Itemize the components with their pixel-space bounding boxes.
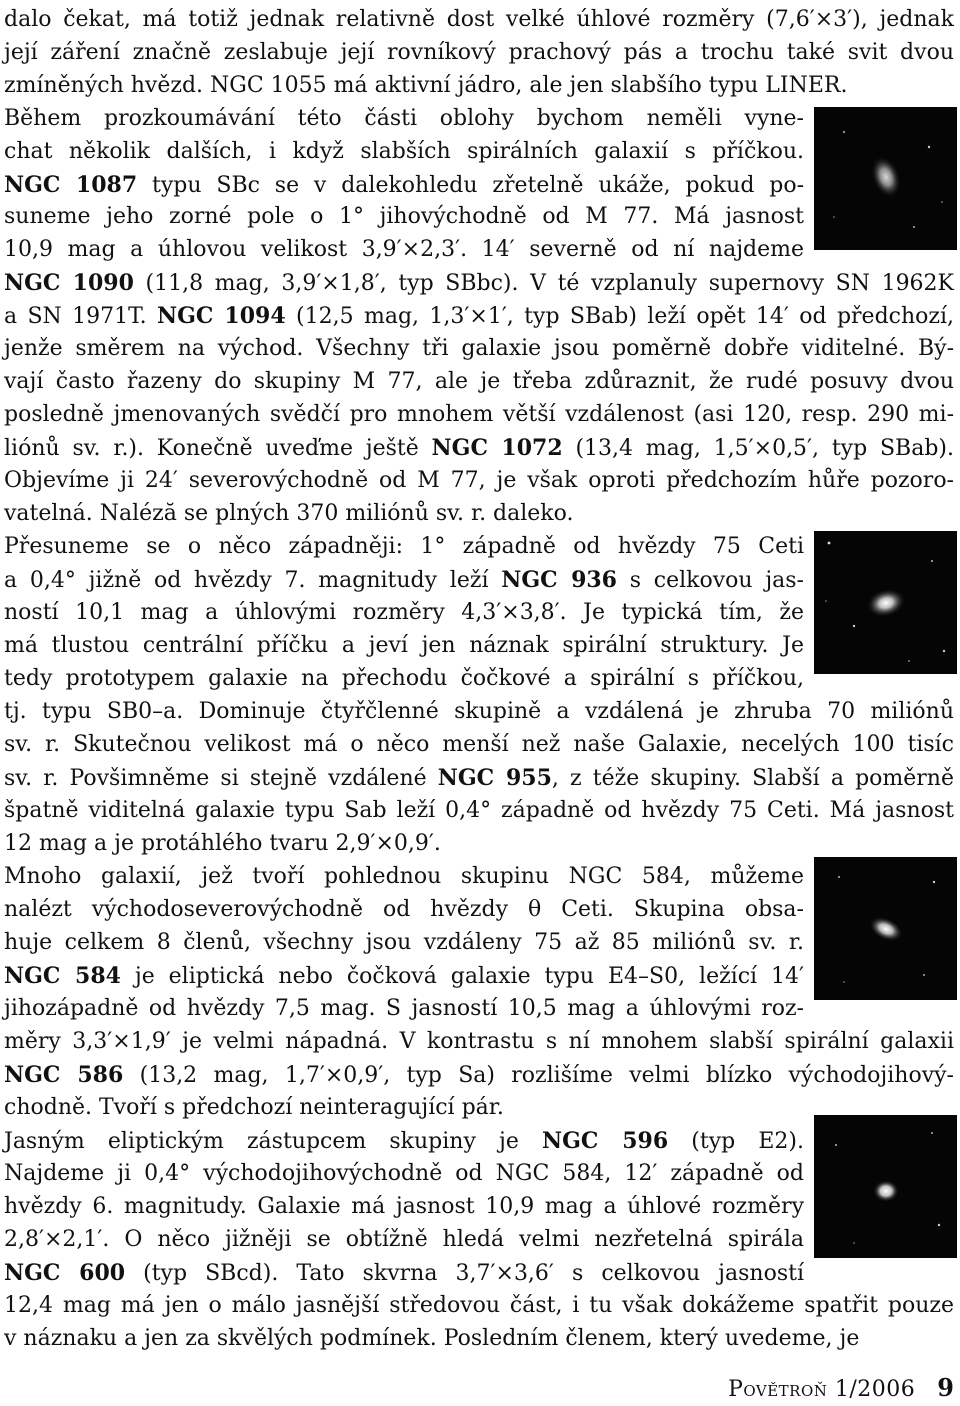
text-segment: chat několik dalších, i když slabších spirálních galaxií s příčkou. xyxy=(4,139,804,164)
text-line xyxy=(4,136,804,168)
text-segment: posledně jmenovaných svědčí pro mnohem větší vzdálenost (asi 120, resp. 290 mi- xyxy=(4,402,954,427)
text-line xyxy=(4,1224,804,1256)
text-line xyxy=(4,597,804,629)
galaxy-photo-ngc-936 xyxy=(814,531,957,674)
page-footer xyxy=(728,1372,954,1404)
text-line xyxy=(4,795,954,827)
text-segment: typu SBc se v dalekohledu zřetelně ukáže, pokud po- xyxy=(137,173,805,198)
galaxy-photo-ngc-584 xyxy=(814,857,957,1000)
text-segment: vatelná. Naléză se plných 370 miliónů sv. r. daleko. xyxy=(4,501,574,526)
text-segment: Objevíme ji 24′ severovýchodně od M 77, je však oproti předchozím hůře pozoro- xyxy=(4,468,954,493)
text-line xyxy=(4,696,954,728)
text-line xyxy=(4,498,954,530)
text-segment: (12,5 mag, 1,3′×1′, typ SBab) leží opět 14′ od předchozí, xyxy=(285,304,955,329)
text-line xyxy=(4,1092,954,1124)
text-line xyxy=(4,267,954,299)
galaxy-name: NGC 1090 xyxy=(4,270,134,296)
text-line xyxy=(4,729,954,761)
text-segment: její záření značně zeslabuje její rovníkový prachový pás a trochu také svit dvou xyxy=(4,40,954,65)
text-line xyxy=(4,1158,804,1190)
text-segment: jenže směrem na východ. Všechny tři galaxie jsou poměrně dobře viditelné. Bý- xyxy=(4,336,954,361)
galaxy-photo-ngc-596 xyxy=(814,1115,957,1258)
text-segment: (11,8 mag, 3,9′×1,8′, typ SBbc). V té vzplanuly supernovy SN 1962K xyxy=(133,271,954,296)
text-segment: liónů sv. r.). Konečně uveďme ještě xyxy=(4,436,432,461)
text-segment: 10,9 mag a úhlovou velikost 3,9′×2,3′. 14′ severně od ní najdeme xyxy=(4,237,804,262)
text-segment: , z téže skupiny. Slabší a poměrně xyxy=(551,766,954,791)
text-line xyxy=(4,70,954,102)
text-segment: dalo čekat, má totiž jednak relativně dost velké úhlové rozměry (7,6′×3′), jednak xyxy=(4,7,954,32)
galaxy-name: NGC 600 xyxy=(4,1260,126,1286)
text-segment: (13,2 mag, 1,7′×0,9′, typ Sa) rozlišíme velmi blízko východojihový- xyxy=(123,1063,954,1088)
galaxy-image xyxy=(814,107,957,250)
galaxy-name: NGC 584 xyxy=(4,963,121,989)
text-line xyxy=(4,300,954,332)
text-segment: vají často řazeny do skupiny M 77, ale je třeba zdůraznit, že rudé posuvy dvou xyxy=(4,369,954,394)
galaxy-name: NGC 1094 xyxy=(156,303,286,329)
page-number: 9 xyxy=(937,1373,954,1402)
text-segment: suneme jeho zorné pole o 1° jihovýchodně od M 77. Má jasnost xyxy=(4,204,804,229)
text-segment: je eliptická nebo čočková galaxie typu E4–S0, ležící 14′ xyxy=(120,964,804,989)
magazine-issue: Povětroň 1/2006 xyxy=(728,1377,916,1402)
text-segment: chodně. Tvoří s předchozí neinteragující pár. xyxy=(4,1095,504,1120)
text-segment: 12,4 mag má jen o málo jasnější středovou část, i tu však dokážeme spatřit pouze xyxy=(4,1293,954,1318)
text-segment: ností 10,1 mag a úhlovými rozměry 4,3′×3,8′. Je typická tím, že xyxy=(4,600,804,625)
text-segment: s celkovou jas- xyxy=(617,568,804,593)
text-line xyxy=(4,894,804,926)
text-line xyxy=(4,169,804,201)
galaxy-name: NGC 1072 xyxy=(431,435,563,461)
text-line xyxy=(4,333,954,365)
text-segment: (13,4 mag, 1,5′×0,5′, typ SBab). xyxy=(562,436,954,461)
text-line xyxy=(4,960,804,992)
text-segment: jihozápadně od hvězdy 7,5 mag. S jasností 10,5 mag a úhlovými roz- xyxy=(4,996,804,1021)
text-line xyxy=(4,1323,954,1355)
text-segment: huje celkem 8 členů, všechny jsou vzdáleny 75 až 85 miliónů sv. r. xyxy=(4,930,804,955)
text-line xyxy=(4,4,954,36)
text-line xyxy=(4,762,954,794)
text-line xyxy=(4,1257,804,1289)
text-line xyxy=(4,1191,804,1223)
text-line xyxy=(4,663,804,695)
text-segment: (typ E2). xyxy=(668,1129,804,1154)
text-line xyxy=(4,201,804,233)
text-segment: má tlustou centrální příčku a jeví jen náznak spirální struktury. Je xyxy=(4,633,804,658)
text-segment: sv. r. Povšimněme si stejně vzdálené xyxy=(4,766,438,791)
text-segment: a 0,4° jižně od hvězdy 7. magnitudy leží xyxy=(4,568,502,593)
galaxy-image xyxy=(814,857,957,1000)
text-line xyxy=(4,103,804,135)
galaxy-name: NGC 1087 xyxy=(4,172,138,198)
text-segment: nalézt východoseverovýchodně od hvězdy θ Ceti. Skupina obsa- xyxy=(4,897,804,922)
text-segment: Přesuneme se o něco západněji: 1° západně od hvězdy 75 Ceti xyxy=(4,534,804,559)
text-segment: 12 mag a je protáhlého tvaru 2,9′×0,9′. xyxy=(4,831,441,856)
text-line xyxy=(4,564,804,596)
text-line xyxy=(4,432,954,464)
text-line xyxy=(4,828,954,860)
text-line xyxy=(4,1290,954,1322)
text-segment: Najdeme ji 0,4° východojihovýchodně od NGC 584, 12′ západně od xyxy=(4,1161,804,1186)
text-segment: Mnoho galaxií, jež tvoří pohlednou skupinu NGC 584, můžeme xyxy=(4,864,804,889)
text-segment: Během prozkoumávání této části oblohy bychom neměli vyne- xyxy=(4,106,804,131)
text-line xyxy=(4,366,954,398)
galaxy-name: NGC 936 xyxy=(501,567,617,593)
text-segment: a SN 1971T. xyxy=(4,304,157,329)
text-segment: 2,8′×2,1′. O něco jižněji se obtížně hledá velmi nezřetelná spirála xyxy=(4,1227,804,1252)
text-line xyxy=(4,37,954,69)
text-line xyxy=(4,993,804,1025)
text-line xyxy=(4,531,804,563)
text-line xyxy=(4,399,954,431)
text-line xyxy=(4,1059,954,1091)
text-segment: zmíněných hvězd. NGC 1055 má aktivní jádro, ale jen slabšího typu LINER. xyxy=(4,73,848,98)
text-segment: sv. r. Skutečnou velikost má o něco menší než naše Galaxie, necelých 100 tisíc xyxy=(4,732,954,757)
text-line xyxy=(4,465,954,497)
text-segment: tj. typu SB0–a. Dominuje čtyřčlenné skupině a vzdálená je zhruba 70 miliónů xyxy=(4,699,954,724)
text-line xyxy=(4,927,804,959)
text-segment: Jasným eliptickým zástupcem skupiny je xyxy=(4,1129,542,1154)
text-line xyxy=(4,1125,804,1157)
text-line xyxy=(4,630,804,662)
galaxy-name: NGC 596 xyxy=(542,1128,669,1154)
text-line xyxy=(4,861,804,893)
text-line xyxy=(4,234,804,266)
text-line xyxy=(4,1026,954,1058)
galaxy-image xyxy=(814,1115,957,1258)
text-segment: hvězdy 6. magnitudy. Galaxie má jasnost 10,9 mag a úhlové rozměry xyxy=(4,1194,804,1219)
galaxy-image xyxy=(814,531,957,674)
text-segment: (typ SBcd). Tato skvrna 3,7′×3,6′ s celkovou jasností xyxy=(125,1261,804,1286)
galaxy-name: NGC 955 xyxy=(437,765,552,791)
text-segment: v náznaku a jen za skvělých podmínek. Posledním členem, který uvedeme, je xyxy=(4,1326,860,1351)
text-segment: špatně viditelná galaxie typu Sab leží 0,4° západně od hvězdy 75 Ceti. Má jasnost xyxy=(4,798,954,823)
galaxy-photo-ngc-1087 xyxy=(814,107,957,250)
galaxy-name: NGC 586 xyxy=(4,1062,124,1088)
text-segment: měry 3,3′×1,9′ je velmi nápadná. V kontrastu s ní mnohem slabší spirální galaxii xyxy=(4,1029,954,1054)
text-segment: tedy prototypem galaxie na přechodu čočkové a spirální s příčkou, xyxy=(4,666,804,691)
